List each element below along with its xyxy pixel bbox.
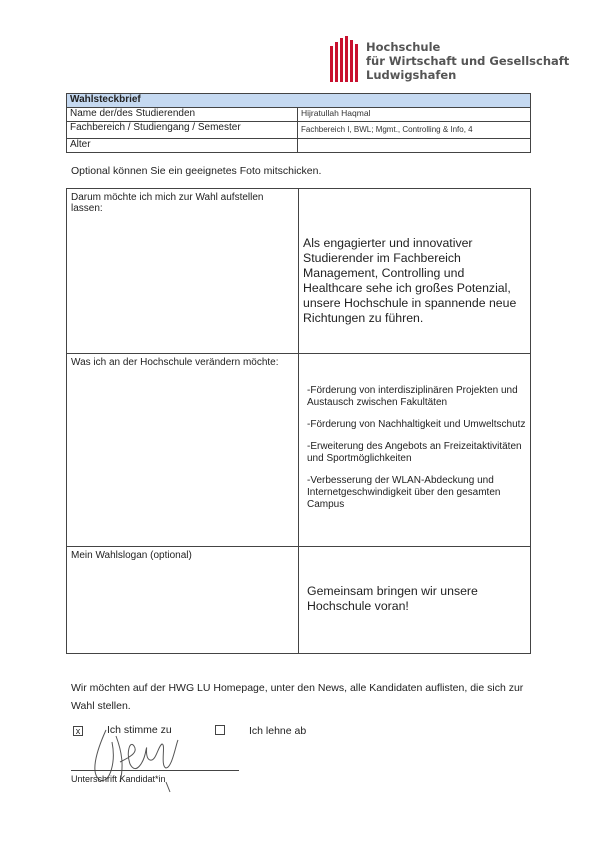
signature-label: Unterschrift Kandidat*in (71, 774, 166, 784)
change-answer-cell[interactable] (299, 354, 531, 547)
slogan-label: Mein Wahlslogan (optional) (67, 547, 299, 654)
university-logo (330, 36, 570, 86)
list-item: -Verbesserung der WLAN-Abdeckung und Internetgeschwindigkeit über den gesamten Campus (307, 475, 501, 510)
list-item: -Förderung von Nachhaltigkeit und Umweltschutz (307, 419, 526, 430)
department-value[interactable]: Fachbereich I, BWL; Mgmt., Controlling & Info, 4 (298, 122, 531, 139)
decline-checkbox[interactable] (215, 725, 225, 735)
age-value[interactable] (298, 139, 531, 153)
logo-line-1: Hochschule (366, 40, 441, 54)
decline-label: Ich lehne ab (249, 725, 307, 737)
department-label: Fachbereich / Studiengang / Semester (67, 122, 298, 139)
decline-option[interactable] (215, 724, 306, 737)
table-row (67, 139, 531, 153)
list-item: -Förderung von interdisziplinären Projekten und Austausch zwischen Fakultäten (307, 385, 518, 408)
signature-line (71, 770, 239, 771)
why-answer: Als engagierter und innovativer Studierender im Fachbereich Management, Controlling und Healthcare sehe ich großes Potenzial, unsere Hochschule in spannende neue Richtungen zu führen. (303, 236, 517, 325)
name-label: Name der/des Studierenden (67, 108, 298, 122)
age-label: Alter (67, 139, 298, 153)
why-label: Darum möchte ich mich zur Wahl aufstellen lassen: (67, 189, 299, 354)
logo-bars-icon (330, 36, 362, 82)
table-row (67, 108, 531, 122)
name-value[interactable]: Hijratullah Haqmal (298, 108, 531, 122)
why-answer-cell[interactable] (299, 189, 531, 354)
agree-checkbox[interactable]: x (73, 726, 83, 736)
logo-line-2: für Wirtschaft und Gesellschaft (366, 54, 570, 68)
table-row (67, 354, 531, 547)
logo-text (366, 40, 569, 82)
table-row (67, 547, 531, 654)
slogan-answer-cell[interactable] (299, 547, 531, 654)
consent-text: Wir möchten auf der HWG LU Homepage, unter den News, alle Kandidaten auflisten, die sich zur Wahl stellen. (71, 682, 524, 712)
statement-table (66, 188, 531, 654)
agree-label: Ich stimme zu (107, 724, 172, 736)
list-item: -Erweiterung des Angebots an Freizeitaktivitäten und Sportmöglichkeiten (307, 441, 522, 464)
photo-note: Optional können Sie ein geeignetes Foto mitschicken. (71, 165, 322, 177)
table-row (67, 189, 531, 354)
slogan-answer: Gemeinsam bringen wir unsere Hochschule voran! (307, 584, 478, 613)
logo-line-3: Ludwigshafen (366, 68, 457, 82)
info-table-title: Wahlsteckbrief (67, 94, 531, 108)
info-table (66, 93, 531, 153)
table-row (67, 122, 531, 139)
change-label: Was ich an der Hochschule verändern möchte: (67, 354, 299, 547)
